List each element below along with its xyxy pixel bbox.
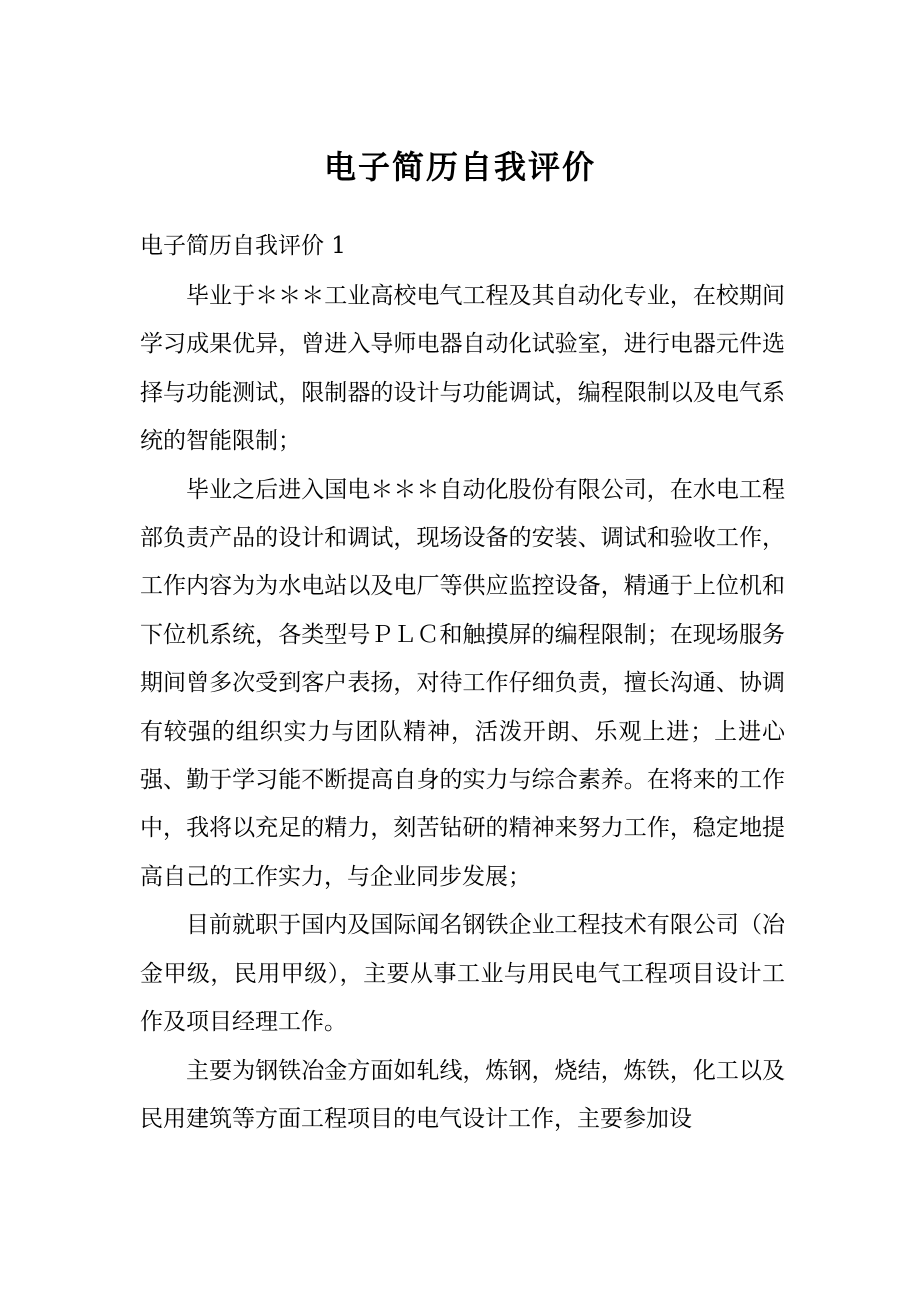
document-title: 电子简历自我评价 <box>323 148 596 186</box>
document-body <box>140 272 785 1143</box>
section-heading: 电子简历自我评价 1 <box>140 233 346 259</box>
paragraph-education: 毕业于＊＊＊工业高校电气工程及其自动化专业，在校期间学习成果优异，曾进入导师电器自动化试验室，进行电器元件选择与功能测试，限制器的设计与功能调试，编程限制以及电气系统的智能限制； <box>140 283 785 455</box>
paragraph-work-experience: 毕业之后进入国电＊＊＊自动化股份有限公司，在水电工程部负责产品的设计和调试，现场设备的安装、调试和验收工作，工作内容为为水电站以及电厂等供应监控设备，精通于上位机和下位机系统，各类型号ＰＬＣ和触摸屏的编程限制；在现场服务期间曾多次受到客户表扬，对待工作仔细负责，擅长沟通、协调有较强的组织实力与团队精神，活泼开朗、乐观上进；上进心强、勤于学习能不断提高自身的实力与综合素养。在将来的工作中，我将以充足的精力，刻苦钻研的精神来努力工作，稳定地提高自己的工作实力，与企业同步发展； <box>140 476 785 890</box>
paragraph-current-position: 目前就职于国内及国际闻名钢铁企业工程技术有限公司（冶金甲级，民用甲级），主要从事工业与用民电气工程项目设计工作及项目经理工作。 <box>140 912 785 1036</box>
paragraph-responsibilities: 主要为钢铁冶金方面如轧线，炼钢，烧结，炼铁，化工以及民用建筑等方面工程项目的电气设计工作，主要参加设 <box>140 1057 785 1132</box>
